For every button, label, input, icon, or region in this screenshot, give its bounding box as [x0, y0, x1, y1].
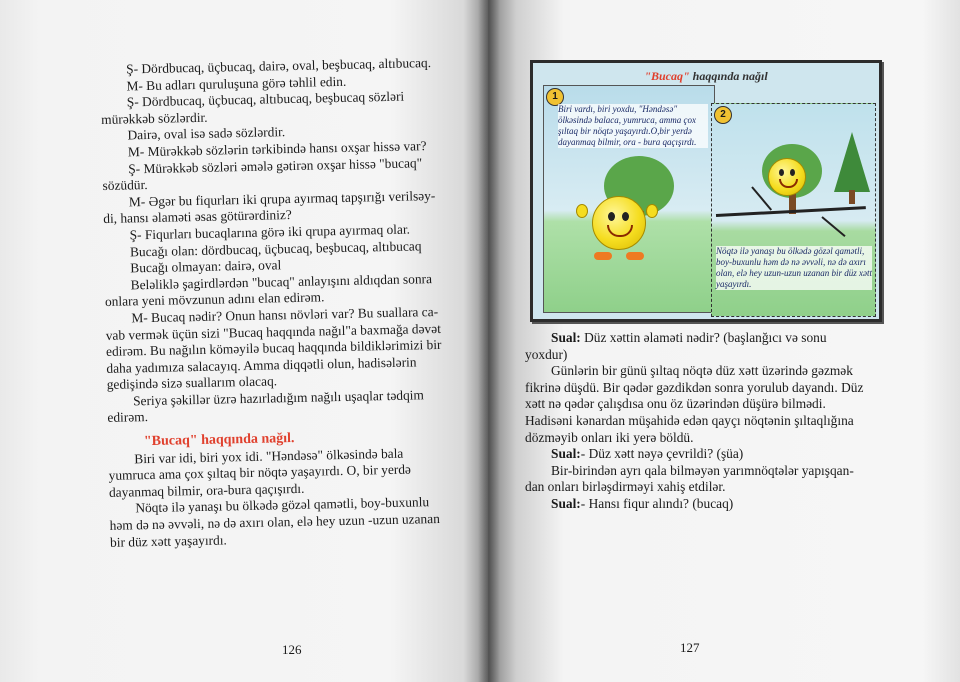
text-line: yumruca ama çox şıltaq bir nöqtə yaşayırdı. O, bir yerdə	[108, 461, 412, 484]
character-hand-icon	[576, 204, 588, 218]
text-line: edirəm.	[107, 409, 149, 426]
panel-1-caption: Biri vardı, biri yoxdu, "Həndəsə" ölkəsində balaca, yumruca, amma çox şıltaq bir nöqtə yaşayırdı.O,bir yerdə dayanmaq bilmir, ora - bura qaçışırdı.	[558, 104, 708, 148]
right-page-text	[525, 330, 875, 513]
text-line: edirəm. Bu nağılın köməyilə bucaq haqqında bildiklərimizi bir	[105, 337, 442, 360]
text-line: dan onları birləşdirməyi xahiş etdilər.	[525, 479, 726, 495]
text-line: sözüdür.	[102, 177, 148, 194]
question-1	[525, 330, 875, 347]
text-line: gedişində sizə suallarım olacaq.	[106, 373, 278, 393]
question-label: Sual:	[551, 495, 581, 511]
illustration-panel-1	[543, 85, 715, 313]
question-2	[525, 446, 875, 463]
page-number-right: 127	[680, 640, 700, 655]
page-number-left: 126	[282, 642, 302, 657]
line-character-leg	[821, 216, 845, 237]
text-line: həm də nə əvvəli, nə də axırı olan, elə hey uzun -uzun uzanan	[109, 511, 440, 533]
panel-number-badge: 1	[546, 88, 564, 106]
pine-tree-icon	[834, 132, 870, 192]
text-line: Ş- Mürəkkəb sözləri əmələ gətirən oxşar hissə "bucaq"	[128, 154, 423, 176]
text-line: Ş- Fiqurları bucaqlarına görə iki qrupa ayırmaq olar.	[129, 221, 411, 243]
text-line: dözməyib onları iki yerə böldü.	[525, 429, 694, 445]
book-gutter	[478, 0, 500, 682]
question-3	[525, 496, 875, 513]
illustration-panel-2	[711, 103, 876, 317]
text-line: mürəkkəb sözlərdir.	[101, 109, 208, 127]
left-page-text	[100, 55, 464, 552]
question-text: Düz xəttin əlaməti nədir? (başlanğıcı və sonu	[580, 330, 827, 345]
character-shoe-icon	[626, 252, 644, 260]
text-line: Hadisəni kənardan müşahidə edən qayçı nöqtənin şıltaqlığına	[525, 412, 854, 428]
text-line: M- Bucaq nədir? Onun hansı növləri var? Bu suallara ca-	[131, 303, 439, 326]
text-line: Bucağı olan: dördbucaq, üçbucaq, beşbucaq, altıbucaq	[129, 237, 422, 259]
panel-number-badge: 2	[714, 106, 732, 124]
text-line: xətt nə qədər çalışdısa onu öz üzərindən düşürə bilmədi.	[525, 396, 826, 412]
text-line: M- Mürəkkəb sözlərin tərkibində hansı oxşar hissə var?	[127, 138, 427, 160]
text-line: M- Bu adları quruluşuna görə təhlil edin.	[126, 73, 347, 94]
illustration-title-rest: haqqında nağıl	[689, 69, 768, 83]
pine-trunk	[849, 190, 855, 204]
text-line: fikrinə düşdü. Bir qədər gəzdikdən sonra yorulub dayandı. Düz	[525, 379, 864, 395]
text-line: Nöqtə ilə yanaşı bu ölkədə gözəl qamətli, boy-buxunlu	[135, 494, 430, 516]
smiling-point-character-icon	[768, 158, 806, 196]
character-hand-icon	[646, 204, 658, 218]
story-illustration	[530, 60, 882, 322]
story-heading: "Bucaq" haqqında nağıl.	[143, 431, 295, 450]
character-shoe-icon	[594, 252, 612, 260]
question-label: Sual:	[551, 446, 581, 462]
line-character-leg	[751, 186, 772, 210]
text-line: Bir-birindən ayrı qala bilməyən yarımnöqtələr yapışqan-	[551, 462, 854, 478]
smiling-point-character-icon	[592, 196, 646, 250]
text-line: Dairə, oval isə sadə sözlərdir.	[127, 124, 286, 143]
text-line: Beləliklə şagirdlərdən "bucaq" anlayışını aldıqdan sonra	[130, 270, 433, 293]
text-line: onlara yeni mövzunun adını elan edirəm.	[104, 289, 325, 310]
text-line: daha yadımıza salacayıq. Amma diqqətli olun, hadisələrin	[106, 354, 417, 376]
text-line: di, hansı əlaməti əsas götürərdiniz?	[103, 207, 292, 227]
illustration-title-quoted: "Bucaq"	[644, 69, 690, 83]
question-text: - Düz xətt nəyə çevrildi? (şüa)	[580, 446, 744, 462]
text-line: Biri var idi, biri yox idi. "Həndəsə" ölkəsində bala	[134, 445, 404, 467]
text-line: yoxdur)	[525, 346, 568, 362]
text-line: vab vermək üçün sizi "Bucaq haqqında nağıl"a baxmağa dəvət	[105, 320, 441, 343]
panel-2-caption: Nöqtə ilə yanaşı bu ölkədə gözəl qamətli, boy-buxunlu həm də nə əvvəli, nə də axırı olan, elə hey uzun-uzun uzanan bir düz xətt yaşayırdı.	[716, 246, 872, 289]
text-line: dayanmaq bilmir, ora-bura qaçışırdı.	[108, 480, 305, 500]
text-line: Bucağı olmayan: dairə, oval	[130, 257, 282, 276]
text-line: Ş- Dördbucaq, üçbucaq, altıbucaq, beşbucaq sözləri	[126, 88, 405, 110]
text-line: Ş- Dördbucaq, üçbucaq, dairə, oval, beşbucaq, altıbucaq.	[125, 55, 432, 77]
text-line: bir düz xətt yaşayırdı.	[109, 532, 227, 550]
text-line: Seriya şəkillər üzrə hazırladığım nağılı uşaqlar tədqim	[132, 387, 424, 409]
text-line: M- Əgər bu fiqurları iki qrupa ayırmaq tapşırığı verilsəy-	[128, 187, 436, 210]
question-label: Sual:	[551, 330, 581, 345]
text-line: Günlərin bir günü şıltaq nöqtə düz xətt üzərində gəzmək	[551, 363, 853, 379]
illustration-title	[533, 69, 879, 84]
question-text: - Hansı fiqur alındı? (bucaq)	[580, 495, 734, 511]
